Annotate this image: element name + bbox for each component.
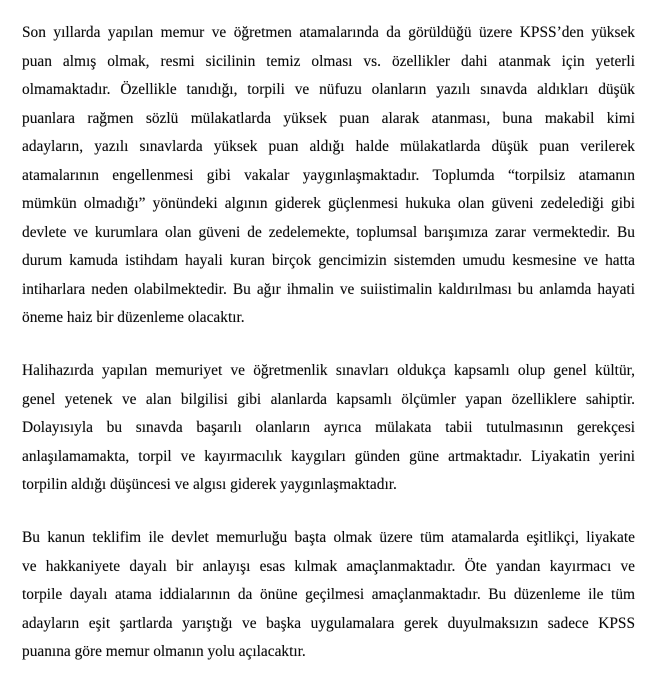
- text-line: Bu kanun teklifim ile devlet memurluğu başta olmak üzere tüm atamalarda eşitlikçi, liyakate: [22, 529, 635, 546]
- text-line: torpilin aldığı düşüncesi ve algısı giderek yaygınlaşmaktadır.: [22, 476, 397, 493]
- text-line: Halihazırda yapılan memuriyet ve öğretmenlik sınavları oldukça kapsamlı olup genel kültür,: [22, 362, 635, 379]
- paragraph-3: [22, 524, 635, 667]
- text-line: intiharlara neden olabilmektedir. Bu ağır ihmalin ve suiistimalin kaldırılması bu anlamda hayati: [22, 280, 635, 298]
- text-line: öneme haiz bir düzenleme olacaktır.: [22, 309, 245, 326]
- text-line: Dolayısıyla bu sınavda başarılı olanların ayrıca mülakata tabii tutulmasının gerekçesi: [22, 419, 635, 436]
- text-line: anlaşılamamakta, torpil ve kayırmacılık kaygıları günden güne artmaktadır. Liyakatin yerini: [22, 447, 635, 465]
- paragraph-1: [22, 19, 635, 333]
- text-line: durum kamuda istihdam hayali kuran birçok gencimizin sistemden umudu kesmesine ve hatta: [22, 252, 635, 269]
- text-line: mümkün olmadığı” yönündeki algının giderek güçlenmesi hukuka olan güveni zedelediği gibi: [22, 195, 635, 212]
- text-line: atamalarının engellenmesi gibi vakalar yaygınlaşmaktadır. Toplumda “torpilsiz atamanın: [22, 166, 635, 184]
- text-line: puanlara rağmen sözlü mülakatlarda yüksek puan alarak atanması, buna makabil kimi: [22, 109, 635, 127]
- text-line: adayların, yazılı sınavlarda yüksek puan aldığı halde mülakatlarda düşük puan verilerek: [22, 138, 635, 155]
- text-line: puanına göre memur olmanın yolu açılacaktır.: [22, 643, 306, 660]
- text-line: genel yetenek ve alan bilgilisi gibi alanlarda kapsamlı ölçümler yapan özelliklere sahiptir.: [22, 390, 635, 408]
- text-line: puan almış olmak, resmi sicilinin temiz olması vs. özellikler dahi atanmak için yeterli: [22, 52, 635, 70]
- text-line: Son yıllarda yapılan memur ve öğretmen atamalarında da görüldüğü üzere KPSS’den yüksek: [22, 24, 635, 41]
- text-line: olmamaktadır. Özellikle tanıdığı, torpili ve nüfuzu olanların yazılı sınavda aldıkları düşük: [22, 81, 635, 98]
- text-line: devlete ve kurumlara olan güveni de zedelemekte, toplumsal barışımıza zarar vermektedir. Bu: [22, 223, 635, 241]
- text-line: ve hakkaniyete dayalı bir anlayışı esas kılmak amaçlanmaktadır. Öte yandan kayırmacı ve: [22, 557, 635, 575]
- paragraph-2: [22, 357, 635, 500]
- text-line: adayların eşit şartlarda yarıştığı ve başka uygulamalara gerek duyulmaksızın sadece KPSS: [22, 614, 635, 632]
- text-line: torpile dayalı atama iddialarının da önüne geçilmesi amaçlanmaktadır. Bu düzenleme ile tüm: [22, 586, 635, 603]
